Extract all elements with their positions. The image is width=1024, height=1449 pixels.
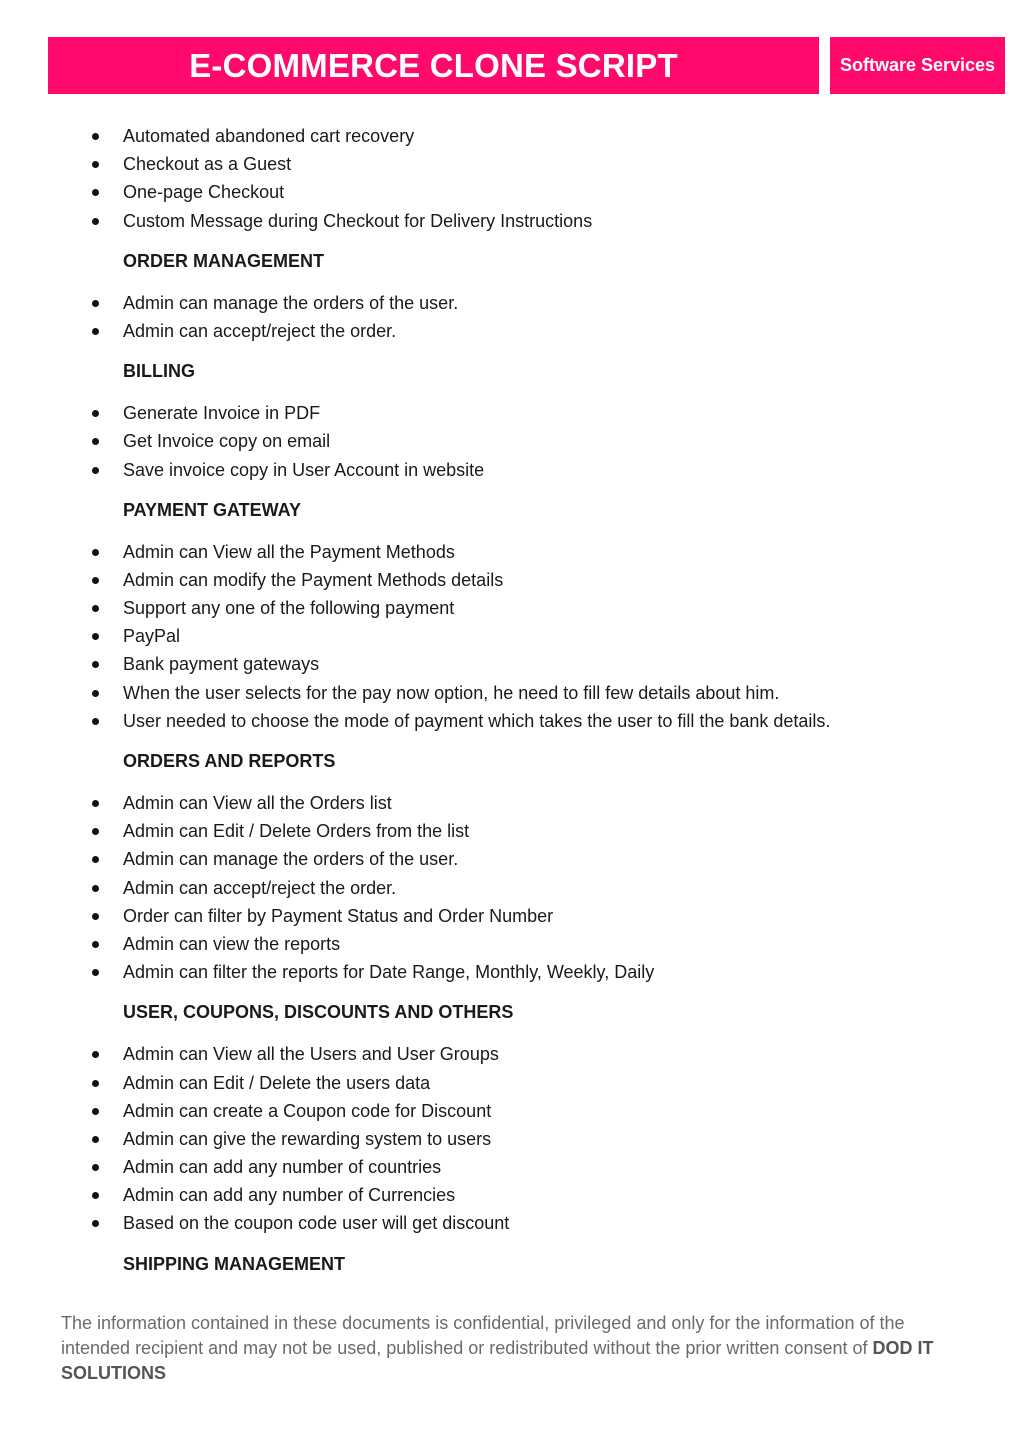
bullet-icon	[92, 1108, 99, 1115]
list-item	[0, 1209, 1024, 1237]
list-item-text: Admin can accept/reject the order.	[123, 320, 397, 341]
document-body	[0, 122, 1024, 1292]
list-item	[0, 456, 1024, 484]
bullet-icon	[92, 913, 99, 920]
bullet-icon	[92, 828, 99, 835]
bullet-icon	[92, 1220, 99, 1227]
bullet-icon	[92, 1136, 99, 1143]
list-item	[0, 1097, 1024, 1125]
bullet-icon	[92, 941, 99, 948]
bullet-list	[0, 122, 1024, 235]
bullet-icon	[92, 969, 99, 976]
list-item	[0, 317, 1024, 345]
header-tag-box	[830, 37, 1005, 94]
list-item-text: One-page Checkout	[123, 182, 285, 203]
bullet-list	[0, 789, 1024, 986]
list-item	[0, 399, 1024, 427]
bullet-icon	[92, 133, 99, 140]
section-heading: PAYMENT GATEWAY	[123, 499, 302, 520]
list-item-text: Admin can Edit / Delete Orders from the list	[123, 821, 470, 842]
bullet-icon	[92, 410, 99, 417]
list-item	[0, 1069, 1024, 1097]
bullet-icon	[92, 633, 99, 640]
list-item	[0, 789, 1024, 817]
list-item-text: Get Invoice copy on email	[123, 431, 331, 452]
bullet-icon	[92, 218, 99, 225]
bullet-list	[0, 1040, 1024, 1237]
list-item-text: Admin can accept/reject the order.	[123, 877, 397, 898]
list-item	[0, 594, 1024, 622]
list-item	[0, 427, 1024, 455]
list-item	[0, 650, 1024, 678]
list-item-text: Admin can View all the Payment Methods	[123, 541, 455, 562]
list-item-text: Admin can Edit / Delete the users data	[123, 1072, 431, 1093]
list-item-text: Custom Message during Checkout for Delivery Instructions	[123, 210, 593, 231]
bullet-icon	[92, 549, 99, 556]
list-item	[0, 874, 1024, 902]
list-item-text: Admin can give the rewarding system to users	[123, 1128, 492, 1149]
header-tag-label: Software Services	[839, 55, 996, 75]
list-item-text: Admin can add any number of Currencies	[123, 1185, 456, 1206]
bullet-icon	[92, 189, 99, 196]
list-item-text: Admin can View all the Users and User Groups	[123, 1044, 499, 1065]
section-heading: USER, COUPONS, DISCOUNTS AND OTHERS	[123, 1002, 514, 1023]
bullet-icon	[92, 856, 99, 863]
list-item	[0, 150, 1024, 178]
bullet-list	[0, 399, 1024, 484]
list-item-text: Checkout as a Guest	[123, 154, 292, 175]
list-item-text: Admin can add any number of countries	[123, 1157, 442, 1178]
bullet-icon	[92, 800, 99, 807]
bullet-icon	[92, 161, 99, 168]
section-heading: BILLING	[123, 361, 195, 382]
header-title-bar	[48, 37, 819, 94]
list-item	[0, 1040, 1024, 1068]
section-heading: SHIPPING MANAGEMENT	[123, 1253, 346, 1274]
footer-company: DOD IT SOLUTIONS	[61, 1338, 934, 1383]
list-item	[0, 1153, 1024, 1181]
bullet-icon	[92, 661, 99, 668]
list-item	[0, 707, 1024, 735]
list-item-text: Admin can create a Coupon code for Discount	[123, 1100, 492, 1121]
bullet-icon	[92, 577, 99, 584]
list-item-text: Order can filter by Payment Status and Order Number	[123, 905, 554, 926]
list-item	[0, 845, 1024, 873]
list-item-text: Based on the coupon code user will get discount	[123, 1213, 510, 1234]
list-item-text: PayPal	[123, 626, 181, 647]
list-item-text: Admin can manage the orders of the user.	[123, 292, 459, 313]
page-title: E-COMMERCE CLONE SCRIPT	[189, 46, 678, 84]
list-item-text: Admin can View all the Orders list	[123, 793, 392, 813]
section-heading: ORDERS AND REPORTS	[123, 751, 336, 771]
bullet-icon	[92, 1164, 99, 1171]
confidentiality-footer	[61, 1311, 961, 1386]
list-item	[0, 930, 1024, 958]
list-item-text: When the user selects for the pay now option, he need to fill few details about him.	[123, 682, 780, 703]
bullet-icon	[92, 605, 99, 612]
section-heading: ORDER MANAGEMENT	[123, 250, 324, 271]
list-item-text: Admin can modify the Payment Methods details	[123, 569, 504, 590]
list-item	[0, 1181, 1024, 1209]
bullet-icon	[92, 300, 99, 307]
list-item	[0, 178, 1024, 206]
bullet-list	[0, 289, 1024, 345]
list-item-text: Support any one of the following payment	[123, 598, 455, 619]
list-item	[0, 207, 1024, 235]
bullet-icon	[92, 438, 99, 445]
list-item-text: Admin can manage the orders of the user.	[123, 849, 459, 870]
list-item	[0, 538, 1024, 566]
list-item	[0, 958, 1024, 986]
bullet-icon	[92, 690, 99, 697]
list-item	[0, 289, 1024, 317]
bullet-icon	[92, 1080, 99, 1087]
list-item-text: Admin can filter the reports for Date Range, Monthly, Weekly, Daily	[123, 962, 655, 983]
list-item	[0, 622, 1024, 650]
bullet-icon	[92, 1051, 99, 1058]
list-item-text: Admin can view the reports	[123, 933, 341, 954]
list-item	[0, 122, 1024, 150]
list-item	[0, 1125, 1024, 1153]
list-item	[0, 902, 1024, 930]
list-item-text: Save invoice copy in User Account in website	[123, 459, 485, 480]
bullet-icon	[92, 718, 99, 725]
bullet-icon	[92, 1192, 99, 1199]
bullet-icon	[92, 885, 99, 892]
list-item-text: Generate Invoice in PDF	[123, 403, 321, 424]
list-item-text: Bank payment gateways	[123, 654, 320, 675]
list-item-text: User needed to choose the mode of payment which takes the user to fill the bank details.	[123, 710, 831, 731]
bullet-icon	[92, 467, 99, 474]
bullet-list	[0, 538, 1024, 735]
list-item	[0, 817, 1024, 845]
list-item	[0, 679, 1024, 707]
list-item-text: Automated abandoned cart recovery	[123, 126, 415, 146]
bullet-icon	[92, 328, 99, 335]
footer-text: The information contained in these documents is confidential, privileged and only for the information of the intended recipient and may not be used, published or redistributed without the prior written consent of	[61, 1313, 905, 1358]
list-item	[0, 566, 1024, 594]
